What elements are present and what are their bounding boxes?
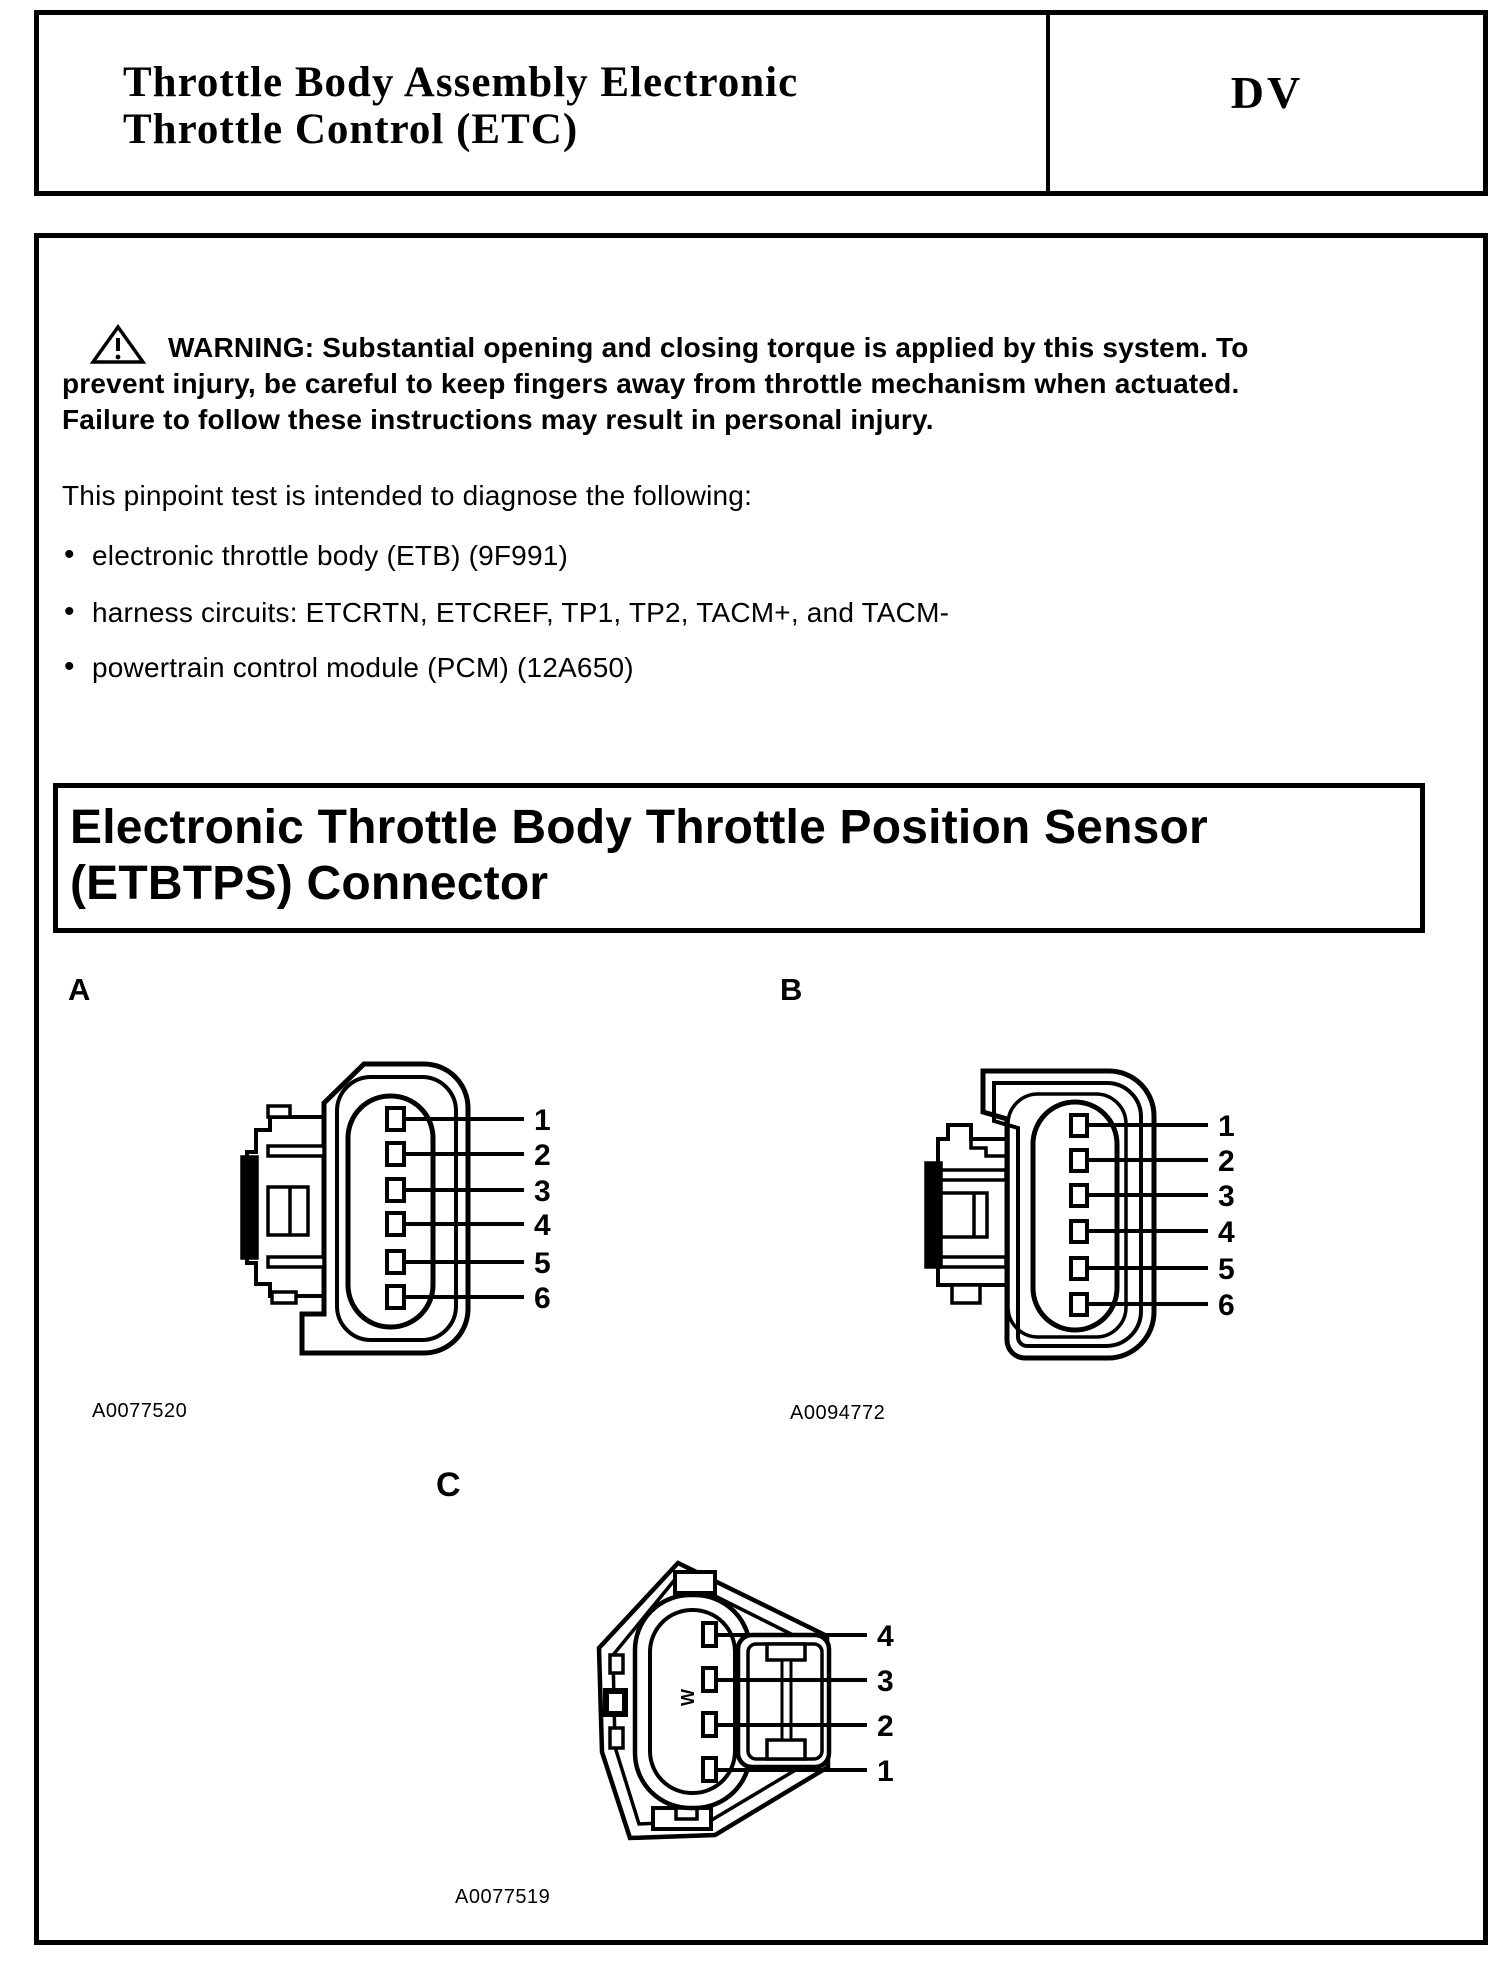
pin-number: 1 — [534, 1104, 551, 1137]
connector-c-label: C — [436, 1466, 461, 1504]
pin — [1071, 1185, 1087, 1206]
pin-number: 3 — [877, 1665, 894, 1698]
connector-c-part-number: A0077519 — [455, 1886, 551, 1908]
pin-number: 6 — [1218, 1289, 1235, 1322]
intro-text: This pinpoint test is intended to diagnose the following: — [62, 480, 753, 511]
connector-b-pin-numbers — [1218, 1110, 1235, 1322]
pin-number: 2 — [1218, 1145, 1235, 1178]
page-title-line2: Throttle Control (ETC) — [123, 106, 579, 153]
connector-a-part-number: A0077520 — [92, 1400, 188, 1422]
connector-c-pin-numbers — [877, 1620, 894, 1788]
bullet-item-etb: • electronic throttle body (ETB) (9F991) — [64, 540, 568, 572]
pin — [387, 1179, 404, 1201]
pin-number: 6 — [534, 1282, 551, 1315]
pin — [387, 1143, 404, 1165]
pin — [1071, 1294, 1087, 1315]
warning-text-line1: WARNING: Substantial opening and closing torque is applied by this system. To — [168, 332, 1249, 363]
connector-b-latch-bar — [926, 1163, 941, 1267]
bullet-item-harness: • harness circuits: ETCRTN, ETCREF, TP1, TP2, TACM+, and TACM- — [64, 597, 949, 629]
connector-a-latch-bar — [242, 1157, 257, 1258]
pin-number: 5 — [1218, 1253, 1235, 1286]
page-title-line1: Throttle Body Assembly Electronic — [123, 59, 799, 106]
connector-c-top-tab — [675, 1572, 715, 1593]
pin-number: 3 — [534, 1175, 551, 1208]
warning-text-line2: prevent injury, be careful to keep fingers away from throttle mechanism when actuated. — [62, 368, 1240, 399]
connector-b-shell — [983, 1071, 1154, 1358]
connector-a-pin-numbers — [534, 1104, 551, 1315]
pin — [387, 1213, 404, 1235]
pin-number: 2 — [877, 1710, 894, 1743]
pin-number: 5 — [534, 1247, 551, 1280]
section-title-line1: Electronic Throttle Body Throttle Position Sensor — [70, 801, 1208, 854]
pin — [387, 1251, 404, 1273]
connector-c-lock-box — [738, 1635, 829, 1767]
connector-a-diagram — [180, 1040, 580, 1370]
pin-number: 1 — [1218, 1110, 1235, 1143]
pin — [387, 1286, 404, 1308]
connector-a-label: A — [68, 972, 91, 1007]
pin — [703, 1623, 716, 1646]
pin — [387, 1108, 404, 1130]
warning-triangle-icon — [90, 324, 146, 366]
pin — [1071, 1258, 1087, 1279]
pin — [703, 1713, 716, 1736]
connector-c-cavity-marking: W — [678, 1689, 698, 1706]
pinpoint-test-code: DV — [1230, 67, 1304, 118]
connector-b-label: B — [780, 972, 803, 1007]
page-title — [123, 59, 798, 153]
connector-c-index-keys — [606, 1655, 625, 1748]
pin-number: 1 — [877, 1755, 894, 1788]
pin-number: 2 — [534, 1139, 551, 1172]
pin — [1071, 1115, 1087, 1136]
connector-c-diagram — [560, 1560, 960, 1880]
connector-b-part-number: A0094772 — [790, 1402, 886, 1424]
connector-b-diagram — [860, 1040, 1260, 1380]
pin-number: 3 — [1218, 1180, 1235, 1213]
section-title-line2: (ETBTPS) Connector — [70, 857, 549, 910]
pin-number: 4 — [877, 1620, 894, 1653]
pin — [1071, 1221, 1087, 1242]
warning-text-line3: Failure to follow these instructions may result in personal injury. — [62, 404, 934, 435]
pin — [1071, 1150, 1087, 1171]
bullet-item-pcm: • powertrain control module (PCM) (12A650) — [64, 652, 634, 684]
pin-number: 4 — [1218, 1216, 1235, 1249]
pin — [703, 1668, 716, 1691]
pin-number: 4 — [534, 1209, 551, 1242]
pin — [703, 1758, 716, 1781]
